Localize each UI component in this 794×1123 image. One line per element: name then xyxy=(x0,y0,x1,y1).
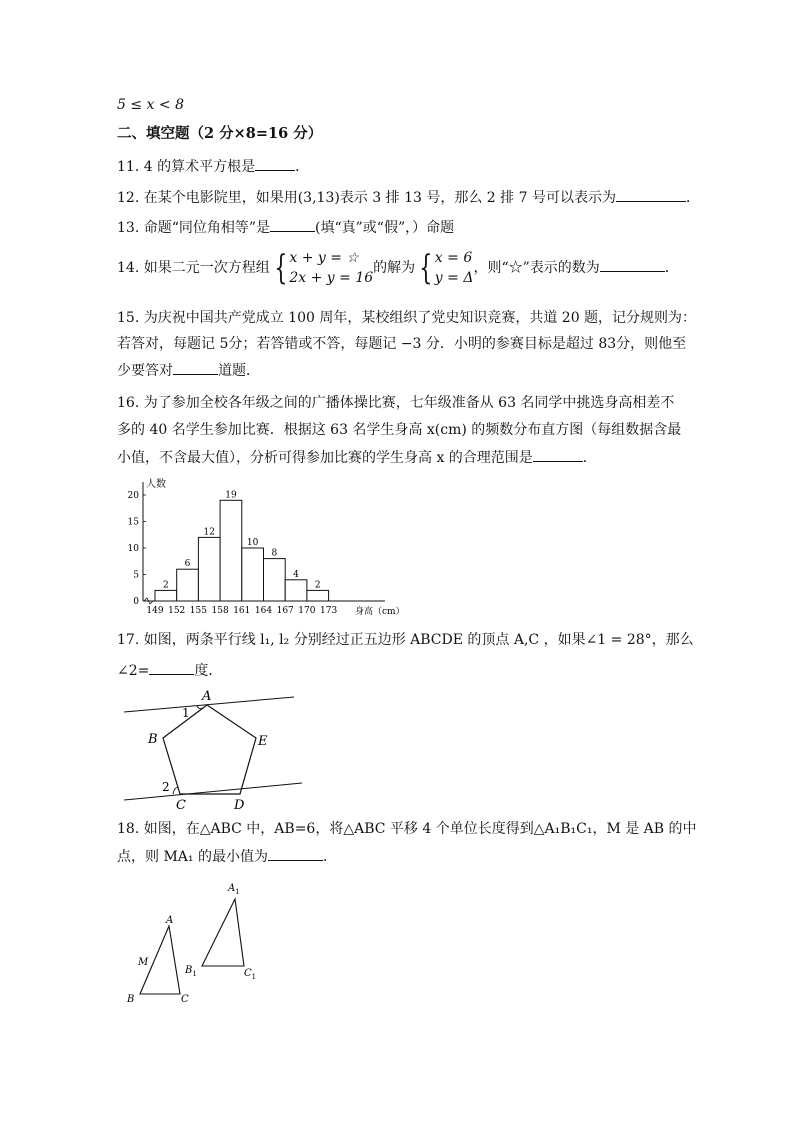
histogram-bar xyxy=(198,537,220,601)
y-tick-label: 0 xyxy=(133,597,139,607)
question-18-line-1: 18. 如图，在△ABC 中，AB=6，将△ABC 平移 4 个单位长度得到△A₁B₁C₁，M 是 AB 的中 xyxy=(117,821,697,837)
q14-brace-right: { xyxy=(419,248,433,288)
q14-eq1: x + y = ☆ xyxy=(289,250,359,266)
histogram-bar xyxy=(177,569,199,601)
x-tick-label: 161 xyxy=(233,606,251,616)
y-tick-label: 10 xyxy=(127,544,139,554)
q13-text-a: 13. 命题“同位角相等”是 xyxy=(117,220,271,236)
x-tick-label: 170 xyxy=(298,606,316,616)
pentagon-figure xyxy=(118,686,308,812)
q13-answer-blank[interactable] xyxy=(270,217,315,232)
q14-answer-blank[interactable] xyxy=(600,257,665,272)
height-histogram xyxy=(115,478,405,620)
y-axis-label: 人数 xyxy=(146,479,166,490)
label-A: A xyxy=(166,915,174,926)
q14-eq2: 2x + y = 16 xyxy=(289,270,374,286)
question-14 xyxy=(117,248,679,288)
q17-text-b: 度． xyxy=(194,663,223,679)
previous-answer-range: 5 ≤ x < 8 xyxy=(117,97,184,113)
question-13 xyxy=(117,217,454,238)
q14-sol1: x = 6 xyxy=(434,250,473,266)
label-B: B xyxy=(127,994,135,1005)
q16-text-a: 小值，不含最大值），分析可得参加比赛的学生身高 x 的合理范围是 xyxy=(117,450,533,466)
q15-text-a: 少要答对 xyxy=(117,363,173,379)
q11-end: ． xyxy=(295,159,310,175)
question-17-line-1: 17. 如图，两条平行线 l₁, l₂ 分别经过正五边形 ABCDE 的顶点 A,C ，如果∠1 = 28°，那么 xyxy=(117,632,694,648)
label-C1-letter: C xyxy=(244,968,252,979)
label-A1-letter: A xyxy=(228,883,236,894)
x-tick-label: 164 xyxy=(254,606,273,616)
q14-sol2: y = Δ xyxy=(434,270,474,286)
q15-answer-blank[interactable] xyxy=(173,360,218,375)
q14-brace-left: { xyxy=(274,248,288,288)
triangles-figure xyxy=(118,876,278,1006)
bar-value-label: 6 xyxy=(184,559,191,570)
label-B1 xyxy=(184,965,197,978)
bar-value-label: 12 xyxy=(203,527,215,538)
angle-2-arc xyxy=(173,787,178,794)
bar-value-label: 8 xyxy=(271,548,278,559)
histogram-bar xyxy=(307,590,329,601)
question-16-line-1: 16. 为了参加全校各年级之间的广播体操比赛，七年级准备从 63 名同学中挑选身高相差不 xyxy=(117,395,675,411)
parallel-line-l2 xyxy=(124,783,302,800)
question-18-line-2 xyxy=(117,846,337,867)
q17-text-a: ∠2= xyxy=(117,663,150,679)
y-tick-label: 20 xyxy=(127,491,139,501)
x-tick-label: 152 xyxy=(168,606,186,616)
q16-answer-blank[interactable] xyxy=(533,447,583,462)
q14-end: ． xyxy=(664,260,679,276)
angle-label-1: 1 xyxy=(182,706,190,720)
question-16-line-3 xyxy=(117,447,597,468)
q14-text-c: ，则“☆”表示的数为 xyxy=(473,260,600,276)
triangle-A1B1C1 xyxy=(202,899,244,966)
label-B1-letter: B xyxy=(185,965,193,976)
histogram-bar xyxy=(242,548,264,601)
bar-value-label: 19 xyxy=(225,490,237,501)
q11-answer-blank[interactable] xyxy=(255,156,295,171)
x-tick-label: 167 xyxy=(276,606,294,616)
q14-text-a: 14. 如果二元一次方程组 xyxy=(117,260,270,276)
question-16-line-2: 多的 40 名学生参加比赛．根据这 63 名学生身高 x(cm) 的频数分布直方图（每组数据含最 xyxy=(117,422,682,438)
q15-text-b: 道题． xyxy=(218,363,260,379)
q18-answer-blank[interactable] xyxy=(268,846,323,861)
histogram-bar xyxy=(264,559,286,601)
bar-value-label: 4 xyxy=(293,569,299,580)
vertex-label-B: B xyxy=(148,732,158,747)
q14-system xyxy=(289,248,373,288)
y-tick-label: 15 xyxy=(127,517,139,528)
vertex-label-A: A xyxy=(202,689,212,704)
question-12 xyxy=(117,187,700,208)
section-title: 二、填空题（2 分×8=16 分） xyxy=(117,125,323,142)
label-C1 xyxy=(244,968,256,981)
q18-text-a: 点，则 MA₁ 的最小值为 xyxy=(117,849,268,865)
histogram-bar xyxy=(285,580,307,601)
vertex-label-D: D xyxy=(234,798,245,812)
question-15-line-1: 15. 为庆祝中国共产党成立 100 周年，某校组织了党史知识竞赛，共道 20 题，记分规则为： xyxy=(117,310,697,326)
bar-value-label: 10 xyxy=(246,538,259,548)
q12-answer-blank[interactable] xyxy=(616,187,686,202)
x-tick-label: 158 xyxy=(211,606,229,616)
regular-pentagon xyxy=(163,705,256,794)
label-A1 xyxy=(227,883,240,896)
histogram-bar xyxy=(155,590,177,601)
bar-value-label: 2 xyxy=(162,580,169,591)
angle-label-2: 2 xyxy=(162,780,170,794)
y-tick-label: 5 xyxy=(133,570,139,581)
histogram-bar xyxy=(220,500,242,601)
question-15-line-2: 若答对，每题记 5分；若答错或不答，每题记 −3 分．小明的参赛目标是超过 83分，则他至 xyxy=(117,336,687,352)
q12-end: ． xyxy=(685,190,700,206)
q18-text-b: ． xyxy=(322,849,337,865)
q12-text: 12. 在某个电影院里，如果用(3,13)表示 3 排 13 号，那么 2 排 7 号可以表示为 xyxy=(117,190,616,206)
x-axis-label: 身高（cm） xyxy=(355,607,405,617)
q13-text-b: (填“真”或“假”，）命题 xyxy=(315,220,455,236)
x-tick-label: 173 xyxy=(320,606,338,616)
q11-text: 11. 4 的算术平方根是 xyxy=(117,159,256,175)
question-11 xyxy=(117,156,309,177)
q16-text-b: ． xyxy=(582,450,597,466)
question-15-line-3 xyxy=(117,360,260,381)
angle-1-arc xyxy=(197,706,202,709)
question-17-line-2 xyxy=(117,660,222,681)
q17-answer-blank[interactable] xyxy=(149,660,194,675)
vertex-label-C: C xyxy=(176,798,186,812)
label-C1-sub: 1 xyxy=(251,973,257,981)
q14-solution xyxy=(435,248,474,288)
label-A1-sub: 1 xyxy=(235,888,240,896)
vertex-label-E: E xyxy=(258,734,268,749)
x-tick-label: 149 xyxy=(146,606,164,616)
x-tick-label: 155 xyxy=(189,606,207,616)
q14-text-b: 的解为 xyxy=(373,260,416,276)
label-C: C xyxy=(181,994,189,1005)
label-B1-sub: 1 xyxy=(192,970,197,978)
bar-value-label: 2 xyxy=(314,580,321,591)
label-M: M xyxy=(138,957,149,968)
